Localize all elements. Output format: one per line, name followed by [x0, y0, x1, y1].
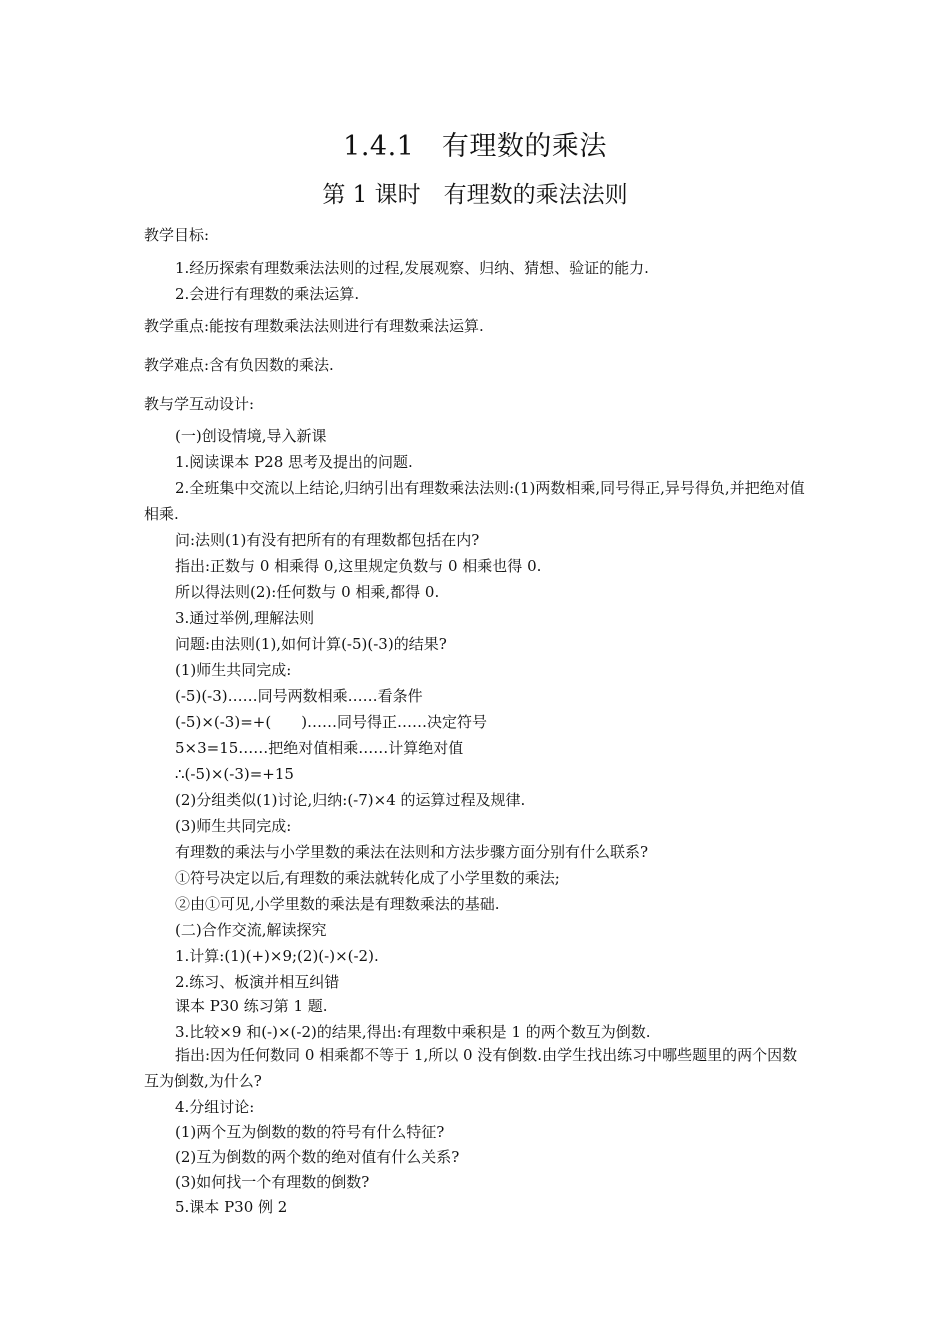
body-line: ∴(-5)×(-3)=+15: [175, 765, 294, 783]
body-line: (2)互为倒数的两个数的绝对值有什么关系?: [175, 1148, 460, 1166]
goals-heading: 教学目标:: [144, 226, 210, 244]
body-line: 3.通过举例,理解法则: [175, 609, 315, 627]
body-line: 3.比较×9 和(-)×(-2)的结果,得出:有理数中乘积是 1 的两个数互为倒数.: [175, 1023, 651, 1041]
goal-item: 1.经历探索有理数乘法法则的过程,发展观察、归纳、猜想、验证的能力.: [175, 259, 649, 277]
body-paragraph: 2.全班集中交流以上结论,归纳引出有理数乘法法则:(1)两数相乘,同号得正,异号得负,并把绝对值相乘.: [144, 479, 805, 523]
body-line: 2.练习、板演并相互纠错: [175, 973, 340, 991]
body-line: 5.课本 P30 例 2: [175, 1198, 288, 1216]
key-point: 教学重点:能按有理数乘法法则进行有理数乘法运算.: [144, 317, 484, 335]
body-line: 所以得法则(2):任何数与 0 相乘,都得 0.: [175, 583, 440, 601]
body-line: (3)师生共同完成:: [175, 817, 292, 835]
body-line: 4.分组讨论:: [175, 1098, 255, 1116]
body-line: (1)两个互为倒数的数的符号有什么特征?: [175, 1123, 445, 1141]
goal-item: 2.会进行有理数的乘法运算.: [175, 285, 360, 303]
design-heading: 教与学互动设计:: [144, 395, 255, 413]
body-line: 课本 P30 练习第 1 题.: [175, 997, 328, 1015]
difficulty: 教学难点:含有负因数的乘法.: [144, 356, 334, 374]
body-line: (3)如何找一个有理数的倒数?: [175, 1173, 370, 1191]
section-heading: (一)创设情境,导入新课: [175, 427, 327, 445]
lesson-subtitle: 第 1 课时 有理数的乘法法则: [322, 182, 628, 208]
body-paragraph: 指出:因为任何数同 0 相乘都不等于 1,所以 0 没有倒数.由学生找出练习中哪些题里的两个因数互为倒数,为什么?: [144, 1046, 798, 1090]
body-line: (1)师生共同完成:: [175, 661, 292, 679]
body-line: 5×3=15……把绝对值相乘……计算绝对值: [175, 739, 464, 757]
body-line: (2)分组类似(1)讨论,归纳:(-7)×4 的运算过程及规律.: [175, 791, 526, 809]
body-line: 问题:由法则(1),如何计算(-5)(-3)的结果?: [175, 635, 447, 653]
body-line: 1.计算:(1)(+)×9;(2)(-)×(-2).: [175, 947, 379, 965]
document-title: 1.4.1 有理数的乘法: [343, 131, 607, 162]
section-heading: (二)合作交流,解读探究: [175, 921, 327, 939]
body-line: ②由①可见,小学里数的乘法是有理数乘法的基础.: [175, 895, 500, 913]
body-line: (-5)×(-3)=+( )……同号得正……决定符号: [175, 713, 488, 731]
body-line: 有理数的乘法与小学里数的乘法在法则和方法步骤方面分别有什么联系?: [175, 843, 649, 861]
body-line: 1.阅读课本 P28 思考及提出的问题.: [175, 453, 413, 471]
body-line: 问:法则(1)有没有把所有的有理数都包括在内?: [175, 531, 480, 549]
body-line: 指出:正数与 0 相乘得 0,这里规定负数与 0 相乘也得 0.: [175, 557, 542, 575]
body-line: (-5)(-3)……同号两数相乘……看条件: [175, 687, 423, 705]
body-line: ①符号决定以后,有理数的乘法就转化成了小学里数的乘法;: [175, 869, 560, 887]
